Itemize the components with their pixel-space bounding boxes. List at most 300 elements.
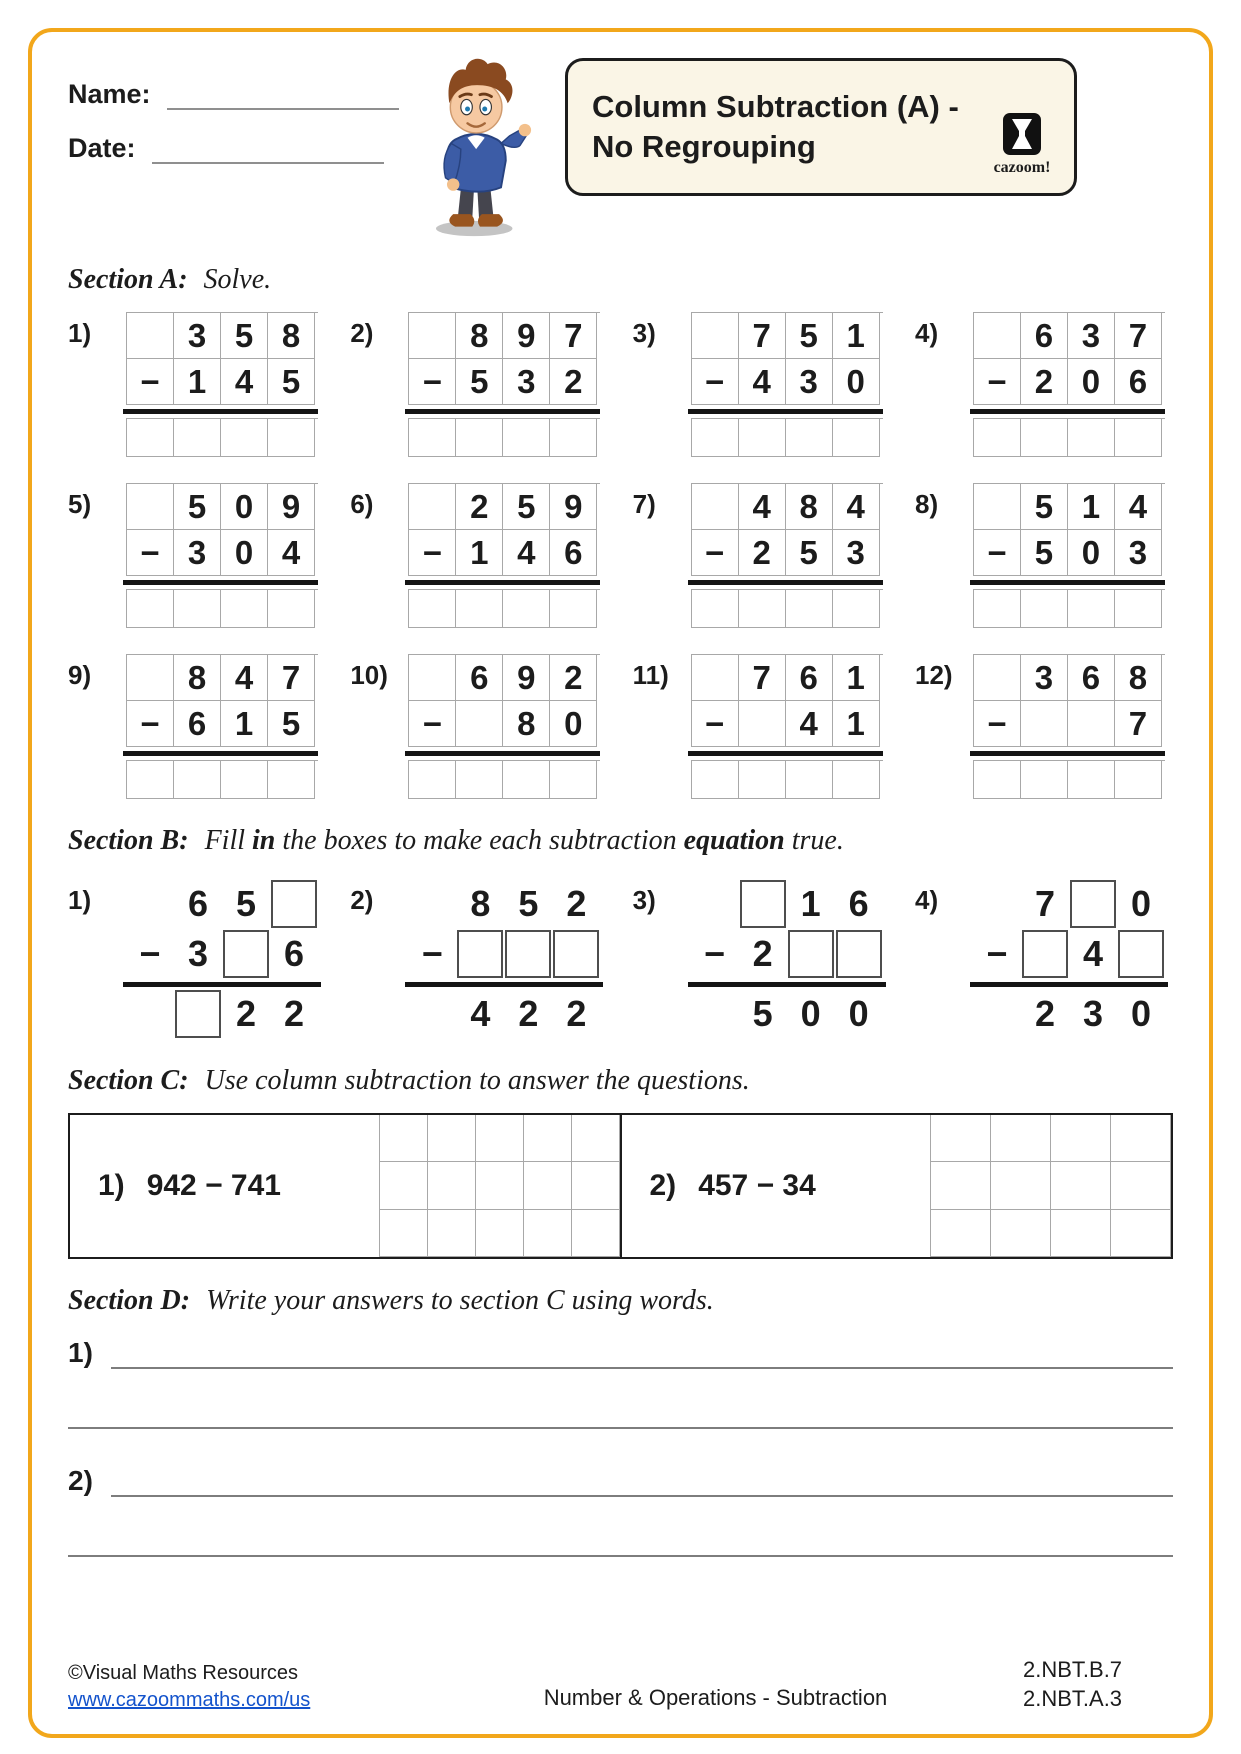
answer-box [1118, 930, 1164, 978]
problem-label: 2) [350, 318, 374, 348]
minus-sign-cell: − [127, 701, 174, 747]
answer-box [223, 930, 269, 978]
answer-cell [221, 419, 268, 457]
problem-label: 2) [649, 1169, 677, 1202]
section-a-row [68, 312, 1173, 457]
digit-cell: 2 [550, 359, 597, 405]
digit-cell: 5 [221, 313, 268, 359]
digit-cell: 8 [470, 883, 491, 924]
problem-grid [691, 483, 883, 628]
digit-cell: 0 [1068, 530, 1115, 576]
problem-label: 5) [68, 489, 92, 519]
fill-in-problem [633, 879, 891, 1039]
answer-cell [1115, 761, 1162, 799]
equals-line [123, 751, 318, 756]
answer-cell [550, 419, 597, 457]
problem-grid [126, 312, 318, 457]
empty-cell [409, 484, 456, 530]
answer-row [408, 418, 600, 457]
website-link[interactable]: www.cazoommaths.com/us [68, 1689, 311, 1711]
cazoom-logo-icon [1002, 112, 1042, 156]
digit-cell: 3 [1068, 313, 1115, 359]
standard-code-1: 2.NBT.B.7 [1023, 1656, 1123, 1682]
section-a-title: Section A: [68, 264, 188, 295]
footer-standards [1023, 1655, 1173, 1714]
digit-grid [973, 483, 1165, 576]
minus-sign-cell: − [409, 530, 456, 576]
grid-cell [428, 1162, 476, 1209]
question-text [622, 1169, 931, 1203]
digit-cell: 5 [518, 883, 539, 924]
name-line [167, 78, 399, 110]
grid-cell [428, 1210, 476, 1257]
problem-label: 10) [350, 660, 388, 690]
equals-line [123, 580, 318, 585]
problem-label: 12) [914, 660, 953, 690]
digit-cell: 6 [1115, 359, 1162, 405]
problem-grid [408, 312, 600, 457]
grid-cell [380, 1210, 428, 1257]
problem-label: 1) [68, 1337, 93, 1368]
digit-cell: 0 [800, 993, 821, 1034]
digit-cell: 4 [739, 484, 786, 530]
written-answer-item [68, 1333, 1173, 1429]
name-label: Name: [68, 79, 151, 109]
equals-line [123, 409, 318, 414]
digit-cell: 9 [503, 655, 550, 701]
answer-box [457, 930, 503, 978]
instruction-part: Fill [204, 825, 253, 856]
digit-cell: 7 [550, 313, 597, 359]
answer-cell [1068, 419, 1115, 457]
digit-cell: 4 [503, 530, 550, 576]
grid-cell [476, 1115, 524, 1162]
answer-cell [174, 419, 221, 457]
answer-row [408, 760, 600, 799]
digit-cell: 6 [187, 883, 209, 924]
problem-label: 7) [632, 489, 656, 519]
empty-cell [408, 879, 456, 929]
answer-cell [268, 419, 315, 457]
section-c-heading [68, 1065, 1173, 1097]
digit-cell: 4 [833, 484, 880, 530]
digit-cell: 5 [1021, 530, 1068, 576]
answer-cell [503, 419, 550, 457]
problem-label: 3) [632, 885, 656, 915]
answer-cell [127, 590, 174, 628]
problem-grid [408, 879, 603, 1039]
answer-row [408, 989, 603, 1039]
digit-cell: 1 [456, 530, 503, 576]
equals-line [405, 751, 600, 756]
instruction-part: the boxes to make each subtraction [275, 825, 684, 856]
digit-cell: 0 [848, 993, 869, 1034]
answer-cell [503, 761, 550, 799]
subtraction-problem [68, 483, 326, 628]
section-a-problems [68, 312, 1173, 825]
digit-cell: 2 [739, 530, 786, 576]
empty-cell [1021, 701, 1068, 747]
answer-cell [550, 590, 597, 628]
digit-cell: 0 [221, 484, 268, 530]
digit-cell: 7 [1115, 701, 1162, 747]
digit-cell: 8 [786, 484, 833, 530]
subtraction-problem [633, 483, 891, 628]
empty-cell [973, 989, 1021, 1039]
answer-cell [974, 761, 1021, 799]
answer-box [740, 880, 786, 928]
answer-box [1022, 930, 1068, 978]
equals-line [688, 982, 886, 987]
answer-row [973, 760, 1165, 799]
minus-sign-cell: − [692, 359, 739, 405]
digit-cell: 2 [283, 993, 305, 1034]
digit-cell: 8 [1115, 655, 1162, 701]
digit-cell: 2 [752, 933, 773, 974]
digit-cell: 0 [1130, 883, 1151, 924]
digit-cell: 8 [456, 313, 503, 359]
empty-cell [1068, 701, 1115, 747]
digit-cell: 2 [566, 883, 587, 924]
grid-cell [572, 1162, 620, 1209]
instruction-part: true. [784, 825, 844, 856]
answer-row [691, 589, 883, 628]
section-c-title: Section C: [68, 1065, 189, 1096]
working-grid [930, 1115, 1171, 1257]
copyright-text: ©Visual Maths Resources [68, 1662, 299, 1684]
digit-cell: 2 [1021, 359, 1068, 405]
answer-box [271, 880, 317, 928]
answer-cell [127, 761, 174, 799]
problem-grid [408, 654, 600, 799]
working-grid [379, 1115, 620, 1257]
instruction-part-bold: in [252, 825, 276, 856]
subtraction-problem [633, 654, 891, 799]
subtraction-problem [350, 654, 608, 799]
empty-cell [127, 313, 174, 359]
problem-label: 1) [68, 318, 92, 348]
grid-cell [428, 1115, 476, 1162]
digit-grid [691, 879, 886, 979]
date-field [68, 132, 413, 164]
empty-cell [127, 484, 174, 530]
answer-box [836, 930, 882, 978]
equals-line [688, 751, 883, 756]
writing-line [111, 1333, 1173, 1369]
word-problem [620, 1115, 1172, 1257]
problem-grid [691, 654, 883, 799]
grid-cell [572, 1115, 620, 1162]
answer-cell [692, 590, 739, 628]
minus-sign-cell: − [692, 530, 739, 576]
answer-cell [127, 419, 174, 457]
digit-grid [408, 312, 600, 405]
digit-grid [126, 483, 318, 576]
equals-line [970, 409, 1165, 414]
answer-cell [692, 761, 739, 799]
instruction-part-bold: equation [683, 825, 785, 856]
answer-row [691, 418, 883, 457]
empty-cell [127, 655, 174, 701]
equals-line [405, 409, 600, 414]
empty-cell [691, 989, 739, 1039]
grid-cell [991, 1162, 1051, 1209]
writing-line [111, 1461, 1173, 1497]
answer-cell [456, 419, 503, 457]
title-line-2: No Regrouping [592, 129, 816, 164]
section-a-row [68, 654, 1173, 799]
digit-cell: 2 [518, 993, 539, 1034]
empty-cell [692, 655, 739, 701]
grid-cell [1051, 1210, 1111, 1257]
digit-cell: 5 [268, 701, 315, 747]
answer-row [973, 418, 1165, 457]
answer-cell [268, 761, 315, 799]
empty-cell [974, 655, 1021, 701]
empty-cell [126, 989, 174, 1039]
digit-cell: 1 [833, 701, 880, 747]
grid-cell [572, 1210, 620, 1257]
digit-cell: 6 [786, 655, 833, 701]
grid-cell [1111, 1210, 1171, 1257]
problem-grid [691, 879, 886, 1039]
section-a-instruction: Solve. [203, 264, 272, 295]
empty-cell [692, 313, 739, 359]
section-d-heading [68, 1285, 1173, 1317]
section-d-items [68, 1333, 1173, 1589]
answer-box [788, 930, 834, 978]
subtraction-problem [350, 483, 608, 628]
minus-sign-cell: − [974, 701, 1021, 747]
empty-cell [739, 701, 786, 747]
grid-cell [931, 1115, 991, 1162]
digit-grid [408, 654, 600, 747]
digit-cell: 5 [786, 530, 833, 576]
digit-cell: 0 [550, 701, 597, 747]
digit-cell: 2 [456, 484, 503, 530]
answer-row [126, 589, 318, 628]
answer-cell [833, 761, 880, 799]
digit-cell: 6 [848, 883, 869, 924]
digit-cell: 5 [235, 883, 257, 924]
answer-cell [456, 761, 503, 799]
problem-label: 6) [350, 489, 374, 519]
answer-cell [739, 590, 786, 628]
problem-grid [973, 483, 1165, 628]
problem-grid [691, 312, 883, 457]
footer-topic: Number & Operations - Subtraction [543, 1685, 888, 1711]
digit-cell: 0 [833, 359, 880, 405]
word-problem [70, 1115, 620, 1257]
answer-cell [1068, 761, 1115, 799]
digit-cell: 4 [221, 655, 268, 701]
answer-cell [174, 761, 221, 799]
answer-cell [1021, 419, 1068, 457]
standard-code-2: 2.NBT.A.3 [1023, 1686, 1123, 1712]
empty-cell [692, 484, 739, 530]
answer-row [691, 989, 886, 1039]
problem-label: 1) [98, 1169, 125, 1202]
subtraction-problem [915, 312, 1173, 457]
problem-label: 9) [68, 660, 92, 690]
digit-grid [973, 879, 1168, 979]
answer-row [691, 760, 883, 799]
digit-cell: 2 [1034, 993, 1055, 1034]
digit-cell: 5 [1021, 484, 1068, 530]
section-d-instruction: Write your answers to section C using words. [206, 1285, 714, 1316]
digit-cell: 2 [235, 993, 257, 1034]
answer-box [553, 930, 599, 978]
problem-grid [126, 879, 321, 1039]
grid-cell [1051, 1162, 1111, 1209]
digit-cell: 8 [174, 655, 221, 701]
minus-sign-cell: − [986, 933, 1008, 974]
digit-grid [691, 312, 883, 405]
equals-line [405, 982, 603, 987]
grid-cell [380, 1115, 428, 1162]
problem-label: 11) [632, 660, 669, 690]
minus-sign-cell: − [974, 530, 1021, 576]
digit-cell: 7 [268, 655, 315, 701]
empty-cell [974, 313, 1021, 359]
cazoom-logo-text: cazoom! [993, 159, 1051, 176]
digit-cell: 5 [456, 359, 503, 405]
digit-cell: 3 [187, 933, 209, 974]
digit-grid [973, 312, 1165, 405]
digit-cell: 4 [786, 701, 833, 747]
fill-in-problem [350, 879, 608, 1039]
answer-cell [786, 761, 833, 799]
digit-cell: 4 [470, 993, 491, 1034]
digit-cell: 9 [268, 484, 315, 530]
answer-line-row [68, 1333, 1173, 1369]
worksheet-title [592, 87, 976, 168]
answer-cell [1021, 761, 1068, 799]
digit-cell: 3 [174, 530, 221, 576]
title-box [565, 58, 1077, 196]
digit-grid [973, 654, 1165, 747]
digit-cell: 3 [174, 313, 221, 359]
digit-cell: 5 [786, 313, 833, 359]
digit-cell: 3 [786, 359, 833, 405]
equals-line [970, 982, 1168, 987]
minus-sign-cell: − [139, 933, 161, 974]
answer-line-row [68, 1461, 1173, 1497]
digit-cell: 7 [739, 655, 786, 701]
digit-cell: 3 [503, 359, 550, 405]
digit-cell: 4 [1082, 933, 1103, 974]
digit-cell: 7 [1034, 883, 1055, 924]
minus-sign-cell: − [692, 701, 739, 747]
digit-cell: 1 [174, 359, 221, 405]
grid-cell [931, 1162, 991, 1209]
answer-cell [1115, 419, 1162, 457]
grid-cell [1111, 1115, 1171, 1162]
subtraction-expression: 457 − 34 [698, 1169, 816, 1202]
grid-cell [991, 1210, 1051, 1257]
empty-cell [973, 879, 1021, 929]
problem-label: 3) [632, 318, 656, 348]
section-c-table [68, 1113, 1173, 1259]
digit-cell: 8 [268, 313, 315, 359]
answer-cell [503, 590, 550, 628]
equals-line [970, 580, 1165, 585]
problem-label: 2) [68, 1465, 93, 1496]
digit-cell: 3 [1082, 993, 1103, 1034]
equals-line [123, 982, 321, 987]
answer-cell [786, 590, 833, 628]
answer-cell [739, 419, 786, 457]
minus-sign-cell: − [421, 933, 443, 974]
answer-cell [739, 761, 786, 799]
digit-cell: 1 [833, 655, 880, 701]
subtraction-problem [915, 483, 1173, 628]
digit-grid [691, 483, 883, 576]
equals-line [405, 580, 600, 585]
answer-cell [174, 590, 221, 628]
problem-grid [126, 654, 318, 799]
equals-line [688, 580, 883, 585]
digit-cell: 6 [456, 655, 503, 701]
empty-cell [974, 484, 1021, 530]
section-b-title: Section B: [68, 825, 189, 856]
subtraction-problem [68, 654, 326, 799]
answer-row [408, 589, 600, 628]
digit-cell: 4 [739, 359, 786, 405]
digit-grid [408, 879, 603, 979]
section-d-title: Section D: [68, 1285, 191, 1316]
problem-label: 4) [914, 885, 939, 915]
digit-cell: 9 [550, 484, 597, 530]
problem-grid [973, 312, 1165, 457]
answer-cell [221, 761, 268, 799]
answer-cell [786, 419, 833, 457]
subtraction-problem [350, 312, 608, 457]
name-date-block [68, 44, 413, 240]
digit-cell: 0 [221, 530, 268, 576]
digit-cell: 0 [1068, 359, 1115, 405]
section-a-heading [68, 264, 1173, 296]
answer-cell [833, 419, 880, 457]
digit-cell: 5 [268, 359, 315, 405]
answer-box [1070, 880, 1116, 928]
subtraction-problem [68, 312, 326, 457]
problem-label: 8) [914, 489, 939, 519]
grid-cell [991, 1115, 1051, 1162]
answer-cell [409, 419, 456, 457]
fill-in-problem [915, 879, 1173, 1039]
answer-row [126, 760, 318, 799]
digit-cell: 9 [503, 313, 550, 359]
digit-cell: 5 [174, 484, 221, 530]
answer-cell [833, 590, 880, 628]
minus-sign-cell: − [127, 359, 174, 405]
digit-cell: 4 [221, 359, 268, 405]
name-field [68, 78, 413, 110]
answer-box [175, 990, 221, 1038]
subtraction-problem [915, 654, 1173, 799]
subtraction-expression: 942 − 741 [146, 1169, 281, 1202]
subtraction-problem [633, 312, 891, 457]
digit-cell: 0 [1130, 993, 1151, 1034]
problem-grid [408, 483, 600, 628]
minus-sign-cell: − [409, 359, 456, 405]
grid-cell [380, 1162, 428, 1209]
digit-cell: 1 [833, 313, 880, 359]
digit-cell: 6 [174, 701, 221, 747]
answer-cell [692, 419, 739, 457]
answer-box [505, 930, 551, 978]
